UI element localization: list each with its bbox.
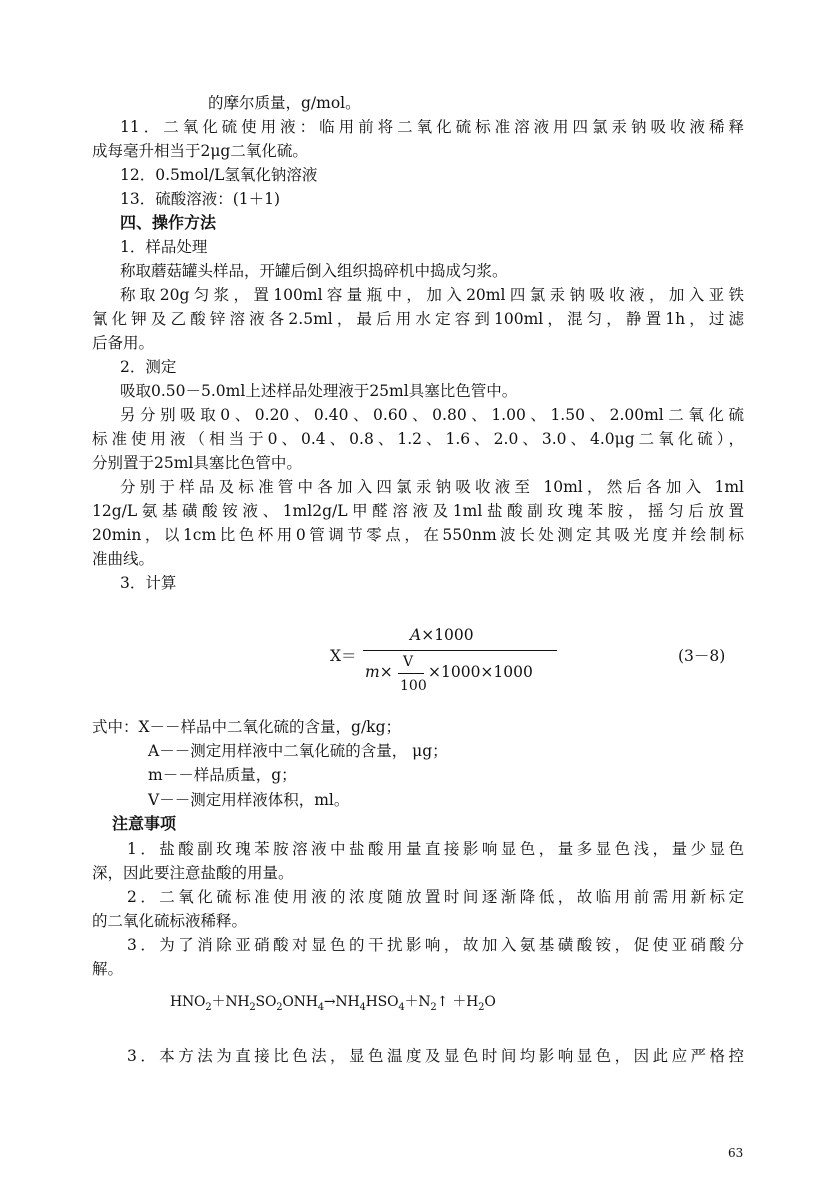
note-line: 的二氧化硫标液稀释。	[92, 912, 248, 930]
note-line: 2．二氧化硫标准使用液的浓度随放置时间逐渐降低，故临用前需用新标定	[127, 888, 744, 906]
text-line: 吸取0.50－5.0ml上述样品处理液于25ml具塞比色管中。	[120, 382, 518, 400]
text-line: 分别于样品及标准管中各加入四氯汞钠吸收液至 10ml，然后各加入 1ml	[120, 478, 744, 496]
where-line: 式中：X－－样品中二氧化硫的含量，g/kg；	[92, 718, 401, 736]
where-line: V－－测定用样液体积，ml。	[148, 791, 350, 809]
formula-3-8	[330, 622, 750, 702]
chem-part: ↑ ＋H	[436, 994, 479, 1010]
chem-subscript: 2	[478, 1001, 485, 1013]
text-line: 13．硫酸溶液：(1＋1)	[120, 190, 281, 208]
text-line: 的摩尔质量，g/mol。	[208, 94, 361, 112]
chem-part: ＋NH	[211, 994, 250, 1010]
note-line: 3．本方法为直接比色法，显色温度及显色时间均影响显色，因此应严格控	[127, 1047, 744, 1065]
text-line: 后备用。	[92, 334, 155, 352]
chem-subscript: 2	[249, 1001, 256, 1013]
chem-part: HNO	[170, 994, 206, 1010]
notes-heading: 注意事项	[112, 814, 177, 833]
chem-subscript: 2	[276, 1001, 283, 1013]
formula-cross: ×	[379, 663, 393, 681]
text-line: 20min，以1cm比色杯用0管调节零点，在550nm波长处测定其吸光度并绘制标	[92, 526, 744, 544]
inner-fraction-bar	[398, 673, 424, 674]
chem-subscript: 4	[359, 1001, 366, 1013]
chem-subscript: 2	[430, 1001, 437, 1013]
chem-part: ＋N	[404, 994, 431, 1010]
chemical-equation	[170, 991, 496, 1013]
where-line: A－－测定用样液中二氧化硫的含量， μg；	[148, 742, 448, 760]
formula-inner-denominator: 100	[400, 678, 427, 694]
text-line: 氰化钾及乙酸锌溶液各2.5ml，最后用水定容到100ml，混匀，静置1h，过滤	[92, 310, 744, 328]
text-line: 3．计算	[120, 574, 177, 592]
equation-number: (3－8)	[678, 647, 726, 665]
text-line: 成每毫升相当于2μg二氧化硫。	[92, 142, 308, 160]
fraction-bar	[363, 650, 557, 651]
note-line: 1．盐酸副玫瑰苯胺溶液中盐酸用量直接影响显色，量多显色浅，量少显色	[127, 840, 744, 858]
chem-subscript: 2	[205, 1001, 212, 1013]
text-line: 1．样品处理	[120, 238, 208, 256]
text-line: 标准使用液（相当于0、0.4、0.8、1.2、1.6、2.0、3.0、4.0μg二氧化硫），	[92, 430, 744, 448]
chem-part: O	[484, 994, 496, 1010]
note-line: 3．为了消除亚硝酸对显色的干扰影响，故加入氨基磺酸铵，促使亚硝酸分	[127, 936, 744, 954]
text-line: 分别置于25ml具塞比色管中。	[92, 454, 302, 472]
where-line: m－－样品质量，g；	[148, 766, 297, 784]
note-line: 解。	[92, 960, 124, 978]
chem-subscript: 4	[317, 1001, 324, 1013]
formula-inner-numerator: V	[403, 654, 414, 670]
chem-part: HSO	[365, 994, 399, 1010]
chem-part: →NH	[323, 994, 360, 1010]
chem-part: ONH	[282, 994, 318, 1010]
text-line: 12．0.5mol/L氢氧化钠溶液	[120, 166, 318, 184]
formula-lhs: X＝	[330, 647, 357, 665]
note-line: 深，因此要注意盐酸的用量。	[92, 864, 294, 882]
page-number: 63	[728, 1146, 744, 1160]
formula-var-m	[365, 663, 393, 681]
text-line: 准曲线。	[92, 550, 155, 568]
text-line: 12g/L氨基磺酸铵液、1ml2g/L甲醛溶液及1ml盐酸副玫瑰苯胺，摇匀后放置	[92, 502, 744, 520]
formula-var-a: A	[410, 626, 422, 644]
chem-part: SO	[255, 994, 277, 1010]
text-line: 11．二氧化硫使用液：临用前将二氧化硫标准溶液用四氯汞钠吸收液稀释	[120, 118, 744, 136]
text-line: 另分别吸取0、0.20、0.40、0.60、0.80、1.00、1.50、2.00ml二氧化硫	[120, 406, 744, 424]
chem-subscript: 4	[398, 1001, 405, 1013]
formula-numerator-rest: ×1000	[421, 626, 474, 644]
formula-denominator-rest: ×1000×1000	[428, 663, 533, 681]
formula-var-m-text: m	[365, 663, 380, 681]
section-heading: 四、操作方法	[120, 213, 217, 232]
formula-numerator	[410, 626, 474, 644]
text-line: 称取蘑菇罐头样品，开罐后倒入组织捣碎机中捣成匀浆。	[120, 262, 508, 280]
text-line: 2．测定	[120, 358, 177, 376]
text-line: 称取20g匀浆，置100ml容量瓶中，加入20ml四氯汞钠吸收液，加入亚铁	[120, 286, 744, 304]
